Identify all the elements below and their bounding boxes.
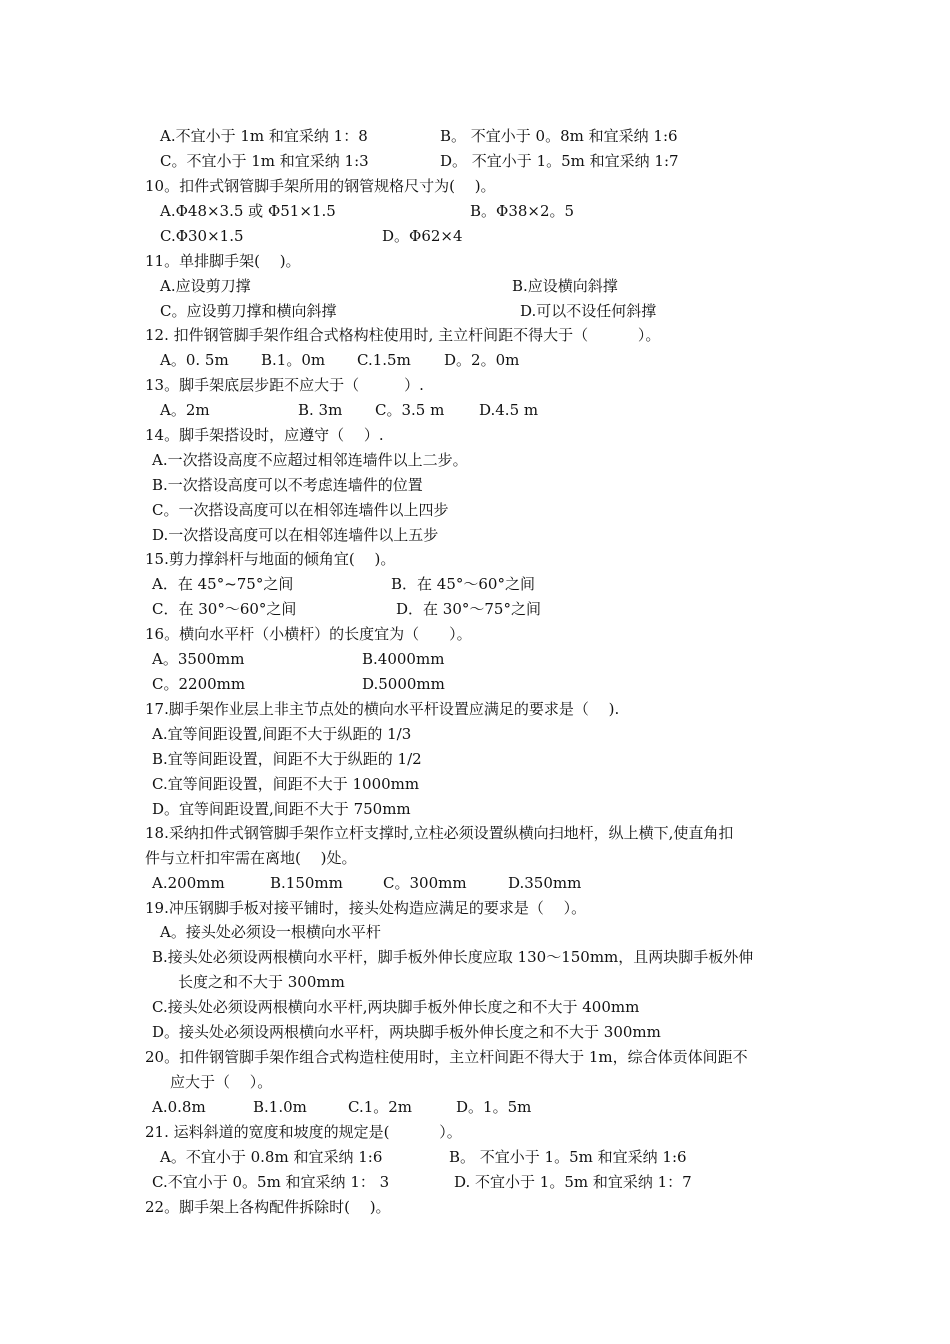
- answer-option: A.0.8m: [152, 1098, 206, 1116]
- answer-option: C。2200mm: [152, 675, 246, 693]
- answer-option: B。 不宜小于 1。5m 和宜采纳 1:6: [449, 1148, 687, 1166]
- answer-option: B。Φ38×2。5: [470, 202, 575, 220]
- answer-option: C。3.5 m: [375, 401, 445, 419]
- text-segment: B.宜等间距设置，间距不大于纵距的 1/2: [152, 750, 422, 768]
- answer-option: D.350mm: [508, 874, 582, 892]
- answer-option: D.可以不设任何斜撑: [520, 302, 657, 320]
- text-segment: C.宜等间距设置，间距不大于 1000mm: [152, 775, 420, 793]
- answer-option: A.Φ48×3.5 或 Φ51×1.5: [160, 202, 336, 220]
- answer-option: B.应设横向斜撑: [512, 277, 618, 295]
- text-segment: 21. 运料斜道的宽度和坡度的规定是( ）。: [145, 1123, 462, 1141]
- answer-option: C．在 30°～60°之间: [152, 600, 297, 618]
- answer-option: D.4.5 m: [479, 401, 539, 419]
- answer-option: C。应设剪刀撑和横向斜撑: [160, 302, 337, 320]
- text-segment: A.宜等间距设置,间距不大于纵距的 1/3: [152, 725, 412, 743]
- answer-option: B.1。0m: [261, 351, 326, 369]
- answer-option: B.150mm: [270, 874, 343, 892]
- text-segment: B.一次搭设高度可以不考虑连墙件的位置: [152, 476, 423, 494]
- answer-option: A。0. 5m: [160, 351, 229, 369]
- answer-option: A。不宜小于 0.8m 和宜采纳 1:6: [160, 1148, 383, 1166]
- answer-option: B.4000mm: [362, 650, 445, 668]
- answer-option: D.5000mm: [362, 675, 445, 693]
- text-segment: 18.采纳扣件式钢管脚手架作立杆支撑时,立柱必须设置纵横向扫地杆，纵上横下,使直角扣: [145, 824, 734, 842]
- text-segment: 16。横向水平杆（小横杆）的长度宜为（ ）。: [145, 625, 472, 643]
- text-segment: C.接头处必须设两根横向水平杆,两块脚手板外伸长度之和不大于 400mm: [152, 998, 640, 1016]
- answer-option: C.1。2m: [348, 1098, 413, 1116]
- text-segment: A.一次搭设高度不应超过相邻连墙件以上二步。: [152, 451, 468, 469]
- answer-option: D．在 30°～75°之间: [396, 600, 541, 618]
- answer-option: B。 不宜小于 0。8m 和宜采纳 1:6: [440, 127, 678, 145]
- answer-option: B.1.0m: [253, 1098, 307, 1116]
- answer-option: C。300mm: [383, 874, 467, 892]
- answer-option: D。2。0m: [444, 351, 520, 369]
- answer-option: A.200mm: [152, 874, 225, 892]
- text-segment: 应大于（ ）。: [170, 1073, 273, 1091]
- text-segment: 件与立杆扣牢需在离地( )处。: [145, 849, 357, 867]
- text-segment: 14。脚手架搭设时，应遵守（ ）.: [145, 426, 384, 444]
- answer-option: C.1.5m: [357, 351, 411, 369]
- text-segment: D.一次搭设高度可以在相邻连墙件以上五步: [152, 526, 439, 544]
- answer-option: A．在 45°~75°之间: [152, 575, 294, 593]
- answer-option: D。1。5m: [456, 1098, 532, 1116]
- answer-option: D。 不宜小于 1。5m 和宜采纳 1:7: [440, 152, 679, 170]
- text-segment: 长度之和不大于 300mm: [178, 973, 345, 991]
- text-segment: B.接头处必须设两根横向水平杆，脚手板外伸长度应取 130～150mm，且两块脚手板外伸: [152, 948, 754, 966]
- answer-option: A。3500mm: [152, 650, 245, 668]
- text-segment: 17.脚手架作业层上非主节点处的横向水平杆设置应满足的要求是（ ).: [145, 700, 620, 718]
- text-segment: 10。扣件式钢管脚手架所用的钢管规格尺寸为( )。: [145, 177, 496, 195]
- answer-option: D。Φ62×4: [382, 227, 463, 245]
- text-segment: 22。脚手架上各构配件拆除时( )。: [145, 1198, 391, 1216]
- answer-option: A.不宜小于 1m 和宜采纳 1：8: [160, 127, 368, 145]
- answer-option: C.不宜小于 0。5m 和宜采纳 1： 3: [152, 1173, 390, 1191]
- text-segment: 15.剪力撑斜杆与地面的倾角宜( )。: [145, 550, 396, 568]
- text-segment: 13。脚手架底层步距不应大于（ ）.: [145, 376, 424, 394]
- text-segment: 11。单排脚手架( )。: [145, 252, 301, 270]
- text-segment: C。一次搭设高度可以在相邻连墙件以上四步: [152, 501, 449, 519]
- answer-option: A.应设剪刀撑: [160, 277, 251, 295]
- answer-option: D. 不宜小于 1。5m 和宜采纳 1：7: [454, 1173, 692, 1191]
- answer-option: C.Φ30×1.5: [160, 227, 244, 245]
- text-segment: D。宜等间距设置,间距不大于 750mm: [152, 800, 411, 818]
- text-segment: A。接头处必须设一根横向水平杆: [160, 923, 381, 941]
- text-segment: D。接头处必须设两根横向水平杆，两块脚手板外伸长度之和不大于 300mm: [152, 1023, 661, 1041]
- answer-option: C。不宜小于 1m 和宜采纳 1:3: [160, 152, 369, 170]
- text-segment: 12. 扣件钢管脚手架作组合式格构柱使用时, 主立杆间距不得大于（ ）。: [145, 326, 661, 344]
- text-segment: 19.冲压钢脚手板对接平铺时，接头处构造应满足的要求是（ ）。: [145, 899, 587, 917]
- text-segment: 20。扣件钢管脚手架作组合式构造柱使用时，主立杆间距不得大于 1m，综合体贡体间距不: [145, 1048, 748, 1066]
- answer-option: B. 3m: [298, 401, 343, 419]
- answer-option: B．在 45°～60°之间: [391, 575, 535, 593]
- answer-option: A。2m: [160, 401, 210, 419]
